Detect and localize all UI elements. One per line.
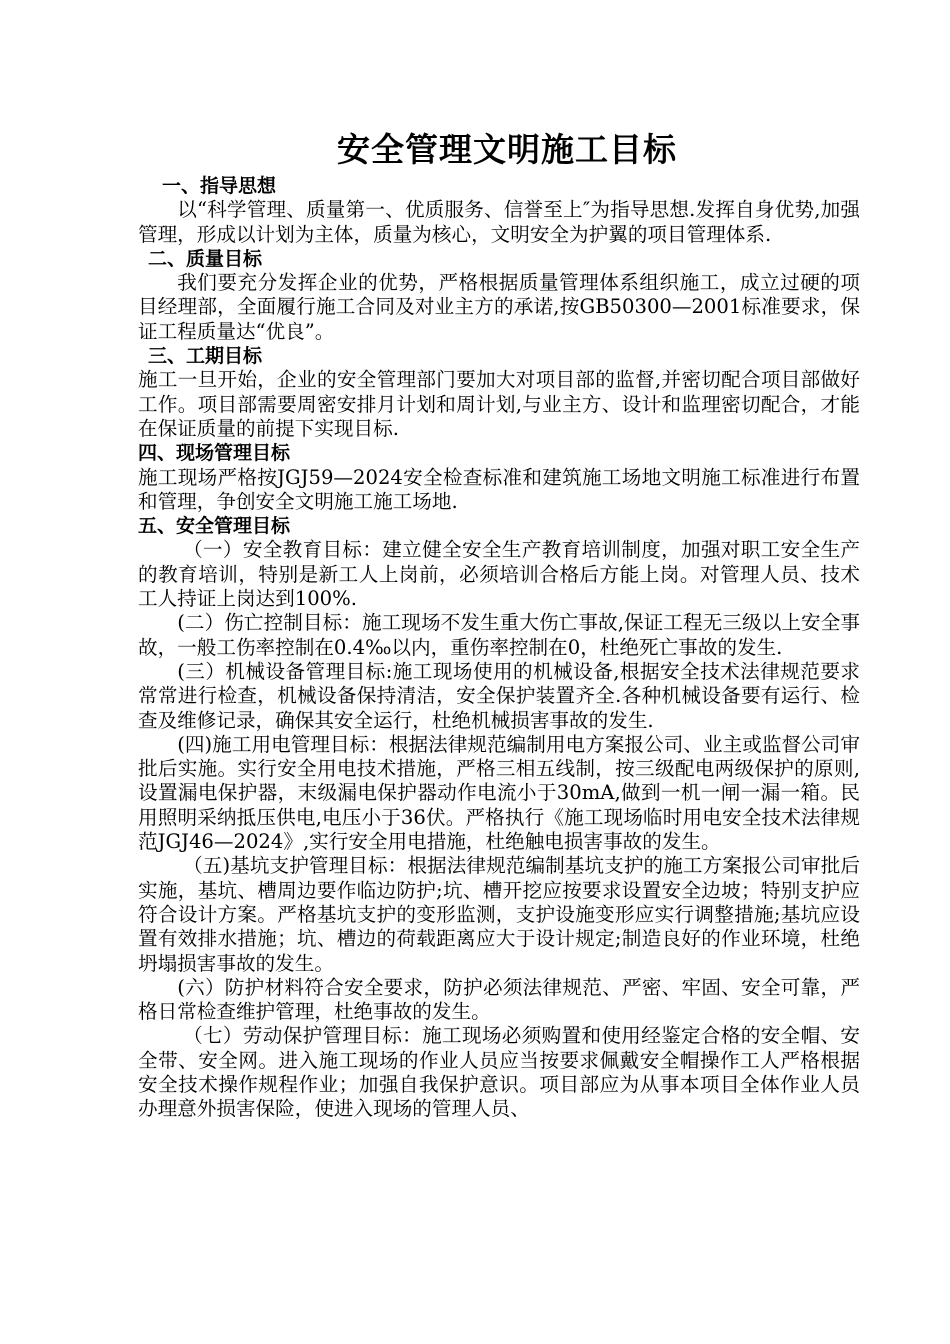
paragraph-electricity-management: (四)施工用电管理目标：根据法律规范编制用电方案报公司、业主或监督公司审批后实施。实行安全用电技术措施，严格三相五线制，按三级配电两级保护的原则,设置漏电保护器，末级漏电保护器动作电流小于30mA,做到一机一闸一漏一箱。民用照明采纳抵压供电,电压小于36伏。严格执行《施工现场临时用电安全技术法律规范JGJ46—2024》,实行安全用电措施，杜绝触电损害事故的发生。 <box>138 732 860 854</box>
section-heading-safety-management-goal: 五、安全管理目标 <box>138 515 291 538</box>
section-heading-site-management-goal: 四、现场管理目标 <box>138 442 291 465</box>
paragraph-labor-protection: （七）劳动保护管理目标：施工现场必须购置和使用经鉴定合格的安全帽、安全带、安全网。进入施工现场的作业人员应当按要求佩戴安全帽操作工人严格根据安全技术操作规程作业；加强自我保护意识。项目部应为从事本项目全体作业人员办理意外损害保险，使进入现场的管理人员、 <box>138 1024 860 1121</box>
paragraph-guiding-ideology: 以“科学管理、质量第一、优质服务、信誉至上″为指导思想.发挥自身优势,加强管理，形成以计划为主体，质量为核心，文明安全为护翼的项目管理体系. <box>138 198 860 246</box>
paragraph-machinery-management: (三）机械设备管理目标:施工现场使用的机械设备,根据安全技术法律规范要求常常进行检查，机械设备保持清洁，安全保护装置齐全.各种机械设备要有运行、检查及维修记录，确保其安全运行，杜绝机械损害事故的发生. <box>138 659 860 732</box>
section-heading-quality-goal: 二、质量目标 <box>148 247 263 270</box>
document-page <box>138 128 860 1122</box>
paragraph-quality-goal: 我们要充分发挥企业的优势，严格根据质量管理体系组织施工，成立过硬的项目经理部，全面履行施工合同及对业主方的承诺,按GB50300—2001标准要求，保证工程质量达“优良”。 <box>138 271 860 343</box>
section-heading-schedule-goal: 三、工期目标 <box>148 345 263 368</box>
paragraph-protective-materials: (六）防护材料符合安全要求，防护必须法律规范、严密、牢固、安全可靠，严格日常检查维护管理，杜绝事故的发生。 <box>138 975 860 1024</box>
paragraph-foundation-pit-management: （五)基坑支护管理目标：根据法律规范编制基坑支护的施工方案报公司审批后实施，基坑、槽周边要作临边防护;坑、槽开挖应按要求设置安全边坡；特别支护应符合设计方案。严格基坑支护的变形监测，支护设施变形应实行调整措施;基坑应设置有效排水措施；坑、槽边的荷载距离应大于设计规定;制造良好的作业环境，杜绝坍塌损害事故的发生。 <box>138 854 860 975</box>
paragraph-casualty-control: (二）伤亡控制目标：施工现场不发生重大伤亡事故,保证工程无三级以上安全事故，一般工伤率控制在0.4‰以内，重伤率控制在0，杜绝死亡事故的发生. <box>138 611 860 659</box>
paragraph-safety-education: （一）安全教育目标：建立健全安全生产教育培训制度，加强对职工安全生产的教育培训，特别是新工人上岗前，必须培训合格后方能上岗。对管理人员、技术工人持证上岗达到100%. <box>138 538 860 611</box>
paragraph-schedule-goal: 施工一旦开始，企业的安全管理部门要加大对项目部的监督,并密切配合项目部做好工作。项目部需要周密安排月计划和周计划,与业主方、设计和监理密切配合，才能在保证质量的前提下实现目标. <box>138 368 860 440</box>
paragraph-site-management-goal: 施工现场严格按JGJ59—2024安全检查标准和建筑施工场地文明施工标准进行布置和管理，争创安全文明施工施工场地. <box>138 465 860 513</box>
section-heading-guiding-ideology: 一、指导思想 <box>162 175 277 197</box>
document-title: 安全管理文明施工目标 <box>337 130 677 169</box>
